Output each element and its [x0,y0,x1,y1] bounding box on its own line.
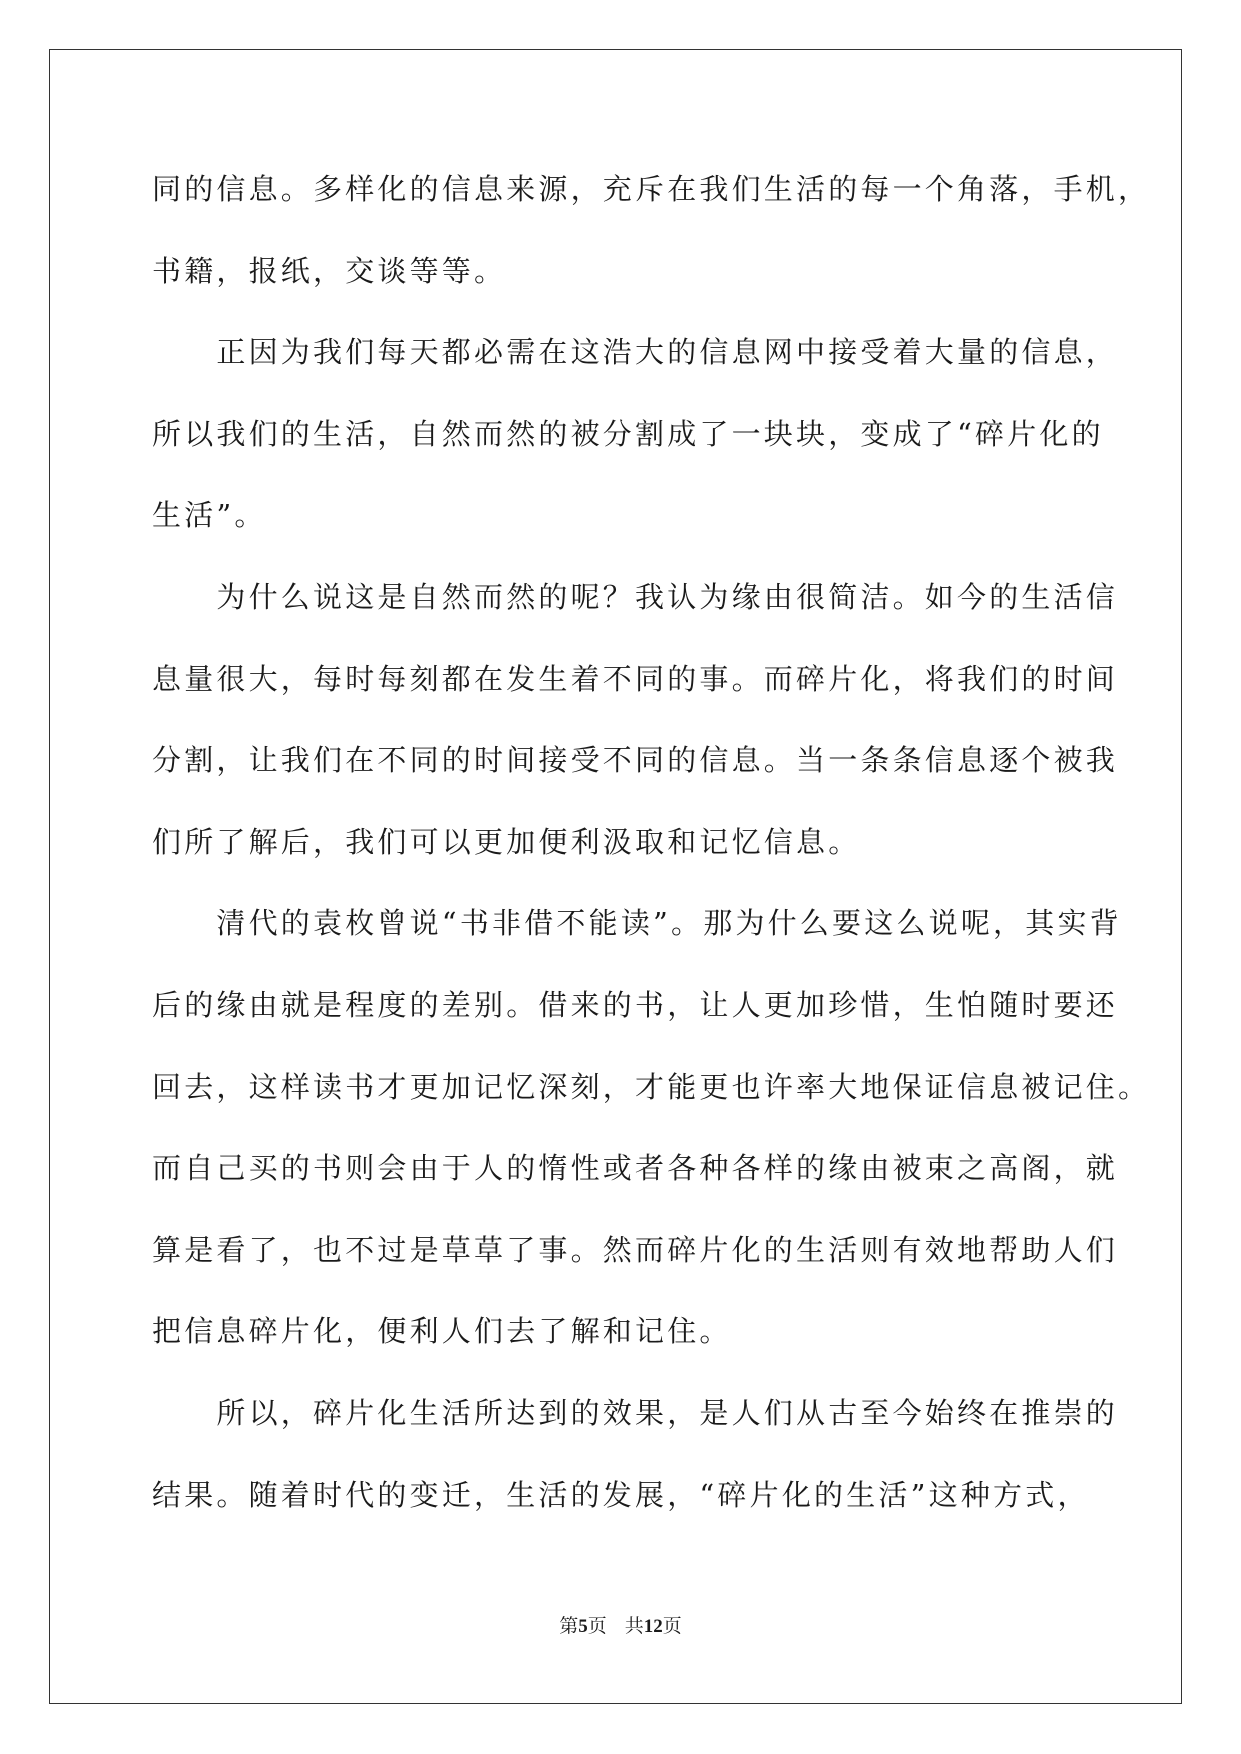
text-line: 息量很大，每时每刻都在发生着不同的事。而碎片化，将我们的时间 [152,661,1119,696]
text-line: 结果。随着时代的变迁，生活的发展，“碎片化的生活”这种方式， [152,1477,1090,1512]
document-body [152,168,1151,1555]
text-line: 分割，让我们在不同的时间接受不同的信息。当一条条信息逐个被我 [152,743,1119,778]
total-pages: 12 [643,1616,663,1637]
text-line: 生活”。 [152,498,267,533]
page-footer [0,1614,1241,1639]
text-line: 后的缘由就是程度的差别。借来的书，让人更加珍惜，生怕随时要还 [152,987,1119,1022]
text-line: 所以，碎片化生活所达到的效果，是人们从古至今始终在推崇的 [152,1395,1119,1430]
text-line: 清代的袁枚曾说“书非借不能读”。那为什么要这么说呢，其实背 [152,906,1122,941]
page-prefix: 第 [559,1615,579,1637]
text-line: 书籍，报纸，交谈等等。 [152,253,507,288]
total-suffix: 页 [662,1615,682,1637]
text-line: 所以我们的生活，自然而然的被分割成了一块块，变成了“碎片化的 [152,416,1104,451]
page-number: 5 [578,1616,588,1637]
text-line: 为什么说这是自然而然的呢？我认为缘由很简洁。如今的生活信 [152,579,1119,614]
total-prefix: 共 [624,1615,644,1637]
text-line: 而自己买的书则会由于人的惰性或者各种各样的缘由被束之高阁，就 [152,1151,1119,1186]
text-line: 把信息碎片化，便利人们去了解和记住。 [152,1314,732,1349]
page-suffix: 页 [587,1615,607,1637]
text-line: 同的信息。多样化的信息来源，充斥在我们生活的每一个角落，手机， [152,172,1151,206]
text-line: 算是看了，也不过是草草了事。然而碎片化的生活则有效地帮助人们 [152,1232,1119,1267]
text-line: 回去，这样读书才更加记忆深刻，才能更也许率大地保证信息被记住。 [152,1069,1151,1104]
text-line: 正因为我们每天都必需在这浩大的信息网中接受着大量的信息， [152,335,1119,370]
text-line: 们所了解后，我们可以更加便利汲取和记忆信息。 [152,824,861,859]
